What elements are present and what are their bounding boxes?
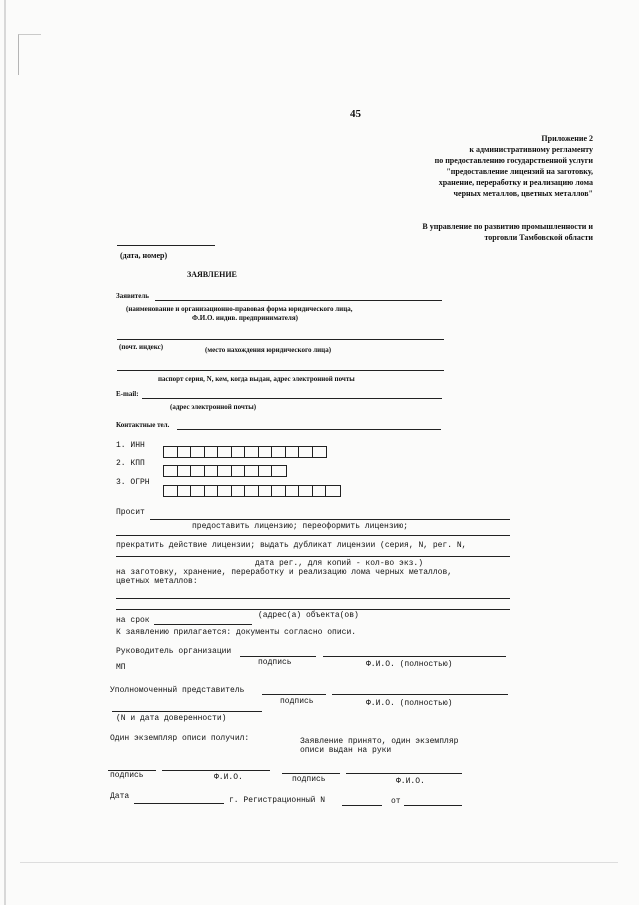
receipt-right-text: описи выдан на руки bbox=[300, 746, 392, 755]
sig1-caption: подпись bbox=[110, 771, 144, 780]
ogrn-cell[interactable] bbox=[191, 486, 205, 496]
inn-cell[interactable] bbox=[178, 447, 192, 457]
postal-index-caption: (почт. индекс) bbox=[119, 343, 164, 351]
kpp-cell[interactable] bbox=[272, 466, 286, 476]
sig2-caption: подпись bbox=[292, 775, 326, 784]
request-field[interactable] bbox=[150, 519, 510, 520]
appendix-line: хранение, переработку и реализацию лома bbox=[438, 178, 593, 187]
inn-cell[interactable] bbox=[272, 447, 286, 457]
kpp-cell[interactable] bbox=[205, 466, 219, 476]
inn-cell[interactable] bbox=[164, 447, 178, 457]
contact-label: Контактные тел. bbox=[116, 421, 170, 429]
applicant-caption: Ф.И.О. индив. предпринимателя) bbox=[192, 314, 298, 322]
reg-label: г. Регистрационный N bbox=[229, 796, 326, 805]
request-field[interactable] bbox=[116, 556, 510, 557]
kpp-cell[interactable] bbox=[245, 466, 259, 476]
ogrn-cell[interactable] bbox=[178, 486, 192, 496]
passport-field[interactable] bbox=[117, 370, 444, 371]
postal-address-field[interactable] bbox=[117, 339, 444, 340]
request-options: дата рег., для копий - кол-во экз.) bbox=[255, 559, 424, 568]
head-signature-caption: подпись bbox=[258, 658, 292, 667]
receipt-right-text: Заявление принято, один экземпляр bbox=[300, 737, 459, 746]
ogrn-cell[interactable] bbox=[218, 486, 232, 496]
term-label: на срок bbox=[116, 616, 150, 625]
request-subject: цветных металлов: bbox=[116, 577, 198, 586]
inn-cell[interactable] bbox=[232, 447, 246, 457]
date-number-caption: (дата, номер) bbox=[120, 251, 168, 260]
kpp-cell[interactable] bbox=[259, 466, 273, 476]
appendix-line: по предоставлению государственной услуги bbox=[434, 156, 593, 165]
fio2-field[interactable] bbox=[346, 773, 462, 774]
request-field[interactable] bbox=[116, 535, 510, 536]
reg-number-field[interactable] bbox=[342, 805, 382, 806]
inn-cell[interactable] bbox=[205, 447, 219, 457]
date-number-field[interactable] bbox=[117, 245, 215, 246]
seal-mark: МП bbox=[116, 663, 126, 672]
addressee-line: торговли Тамбовской области bbox=[484, 233, 593, 242]
request-subject: на заготовку, хранение, переработку и реализацию лома черных металлов, bbox=[116, 568, 453, 577]
inn-cell[interactable] bbox=[191, 447, 205, 457]
email-field[interactable] bbox=[142, 398, 442, 399]
receipt-left-text: Один экземпляр описи получил: bbox=[110, 734, 250, 743]
fio1-field[interactable] bbox=[162, 770, 270, 771]
representative-signature-field[interactable] bbox=[262, 694, 326, 695]
appendix-line: "предоставление лицензий на заготовку, bbox=[446, 167, 593, 176]
email-caption: (адрес электронной почты) bbox=[170, 403, 257, 411]
passport-caption: паспорт серия, N, кем, когда выдан, адрес электронной почты bbox=[158, 375, 355, 383]
inn-label: 1. ИНН bbox=[116, 441, 145, 450]
representative-signature-caption: подпись bbox=[280, 697, 314, 706]
ogrn-cell[interactable] bbox=[313, 486, 327, 496]
appendix-line: черных металлов, цветных металлов" bbox=[453, 189, 593, 198]
head-name-field[interactable] bbox=[323, 656, 506, 657]
contact-field[interactable] bbox=[177, 429, 441, 430]
applicant-field[interactable] bbox=[155, 300, 442, 301]
ogrn-label: 3. ОГРН bbox=[116, 478, 150, 487]
representative-name-field[interactable] bbox=[332, 694, 508, 695]
representative-name-caption: Ф.И.О. (полностью) bbox=[366, 699, 453, 708]
postal-location-caption: (место нахождения юридического лица) bbox=[205, 346, 332, 354]
object-address-field[interactable] bbox=[116, 609, 510, 610]
kpp-cell[interactable] bbox=[232, 466, 246, 476]
term-field[interactable] bbox=[154, 624, 252, 625]
applicant-caption: (наименование и организационно-правовая форма юридического лица, bbox=[126, 305, 353, 313]
kpp-cell[interactable] bbox=[191, 466, 205, 476]
kpp-label: 2. КПП bbox=[116, 459, 145, 468]
power-of-attorney-field[interactable] bbox=[112, 711, 262, 712]
ogrn-cell[interactable] bbox=[272, 486, 286, 496]
ogrn-cell[interactable] bbox=[299, 486, 313, 496]
request-options: предоставить лицензию; переоформить лицензию; bbox=[192, 522, 409, 531]
inn-cell[interactable] bbox=[299, 447, 313, 457]
kpp-cell[interactable] bbox=[178, 466, 192, 476]
representative-label: Уполномоченный представитель bbox=[110, 686, 245, 695]
inn-cell[interactable] bbox=[218, 447, 232, 457]
inn-cell[interactable] bbox=[245, 447, 259, 457]
date-label: Дата bbox=[110, 792, 130, 801]
from-label: от bbox=[391, 797, 401, 806]
sig2-field[interactable] bbox=[282, 773, 340, 774]
kpp-cells[interactable] bbox=[163, 465, 287, 477]
addressee-line: В управление по развитию промышленности и bbox=[422, 222, 593, 231]
object-address-field[interactable] bbox=[116, 598, 510, 599]
inn-cell[interactable] bbox=[313, 447, 327, 457]
head-name-caption: Ф.И.О. (полностью) bbox=[366, 660, 453, 669]
inn-cell[interactable] bbox=[286, 447, 300, 457]
kpp-cell[interactable] bbox=[164, 466, 178, 476]
appendix-line: Приложение 2 bbox=[541, 134, 593, 143]
scan-edge-left bbox=[4, 0, 6, 905]
head-signature-field[interactable] bbox=[240, 656, 316, 657]
head-label: Руководитель организации bbox=[116, 647, 232, 656]
bottom-scan-line bbox=[20, 862, 618, 863]
applicant-label: Заявитель bbox=[116, 292, 149, 300]
date-field[interactable] bbox=[134, 803, 224, 804]
power-of-attorney-caption: (N и дата доверенности) bbox=[116, 714, 227, 723]
ogrn-cells[interactable] bbox=[163, 485, 341, 497]
form-title: ЗАЯВЛЕНИЕ bbox=[187, 270, 237, 279]
scan-artifact bbox=[18, 34, 41, 75]
fio2-caption: Ф.И.О. bbox=[396, 777, 425, 786]
attachments-text: К заявлению прилагается: документы согласно описи. bbox=[116, 628, 357, 637]
request-options: прекратить действие лицензии; выдать дубликат лицензии (серия, N, рег. N, bbox=[116, 541, 467, 550]
email-label: E-mail: bbox=[116, 390, 139, 398]
object-address-caption: (адрес(а) объекта(ов) bbox=[258, 611, 359, 620]
kpp-cell[interactable] bbox=[218, 466, 232, 476]
ogrn-cell[interactable] bbox=[326, 486, 340, 496]
ogrn-cell[interactable] bbox=[286, 486, 300, 496]
ogrn-cell[interactable] bbox=[205, 486, 219, 496]
page-number: 45 bbox=[350, 108, 361, 120]
ogrn-cell[interactable] bbox=[259, 486, 273, 496]
inn-cell[interactable] bbox=[259, 447, 273, 457]
inn-cells[interactable] bbox=[163, 446, 327, 458]
ogrn-cell[interactable] bbox=[245, 486, 259, 496]
fio1-caption: Ф.И.О. bbox=[214, 773, 243, 782]
appendix-line: к административному регламенту bbox=[469, 145, 593, 154]
ogrn-cell[interactable] bbox=[232, 486, 246, 496]
reg-date-field[interactable] bbox=[404, 805, 462, 806]
ogrn-cell[interactable] bbox=[164, 486, 178, 496]
request-label: Просит bbox=[116, 508, 145, 517]
